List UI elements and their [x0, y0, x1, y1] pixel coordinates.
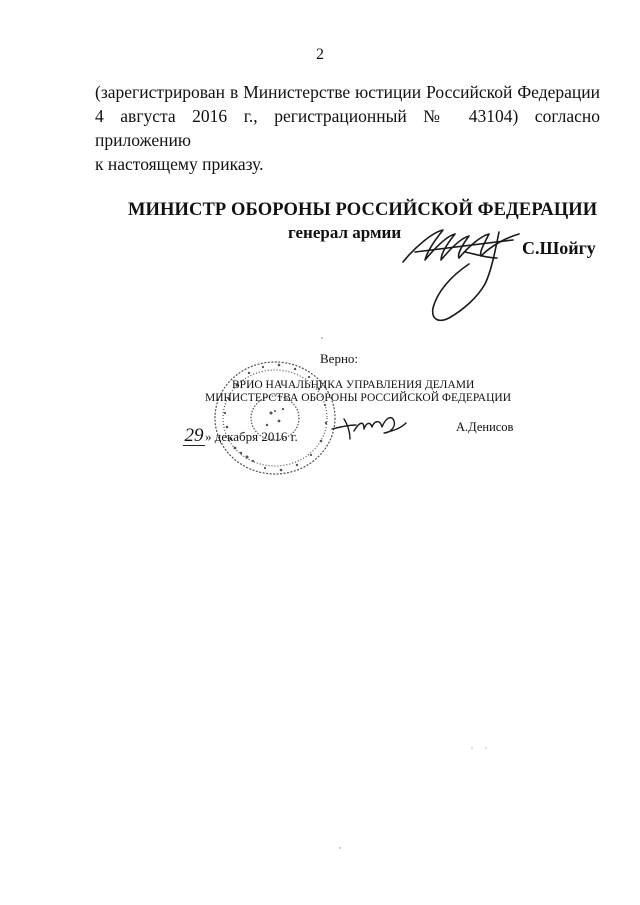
certification-date-rest: » декабря 2016 г. [205, 429, 298, 444]
certification-label: Верно: [320, 351, 359, 366]
body-line-1: (зарегистрирован в Министерстве юстиции Российской Федерации [95, 82, 600, 102]
page-number: 2 [316, 46, 324, 63]
certifier-name: А.Денисов [456, 420, 514, 434]
signatory-title: МИНИСТР ОБОРОНЫ РОССИЙСКОЙ ФЕДЕРАЦИИ [128, 200, 598, 220]
certification-date-day: 29 [184, 425, 204, 446]
signatory-name: С.Шойгу [522, 238, 596, 258]
body-line-2: 4 августа 2016 г., регистрационный № 43104) согласно приложению [95, 106, 600, 150]
certifier-position-line-1: ВРИО НАЧАЛЬНИКА УПРАВЛЕНИЯ ДЕЛАМИ [232, 379, 475, 391]
body-line-3: к настоящему приказу. [95, 154, 264, 174]
signatory-rank: генерал армии [288, 223, 402, 242]
certifier-position-line-2: МИНИСТЕРСТВА ОБОРОНЫ РОССИЙСКОЙ ФЕДЕРАЦИИ [205, 392, 511, 404]
